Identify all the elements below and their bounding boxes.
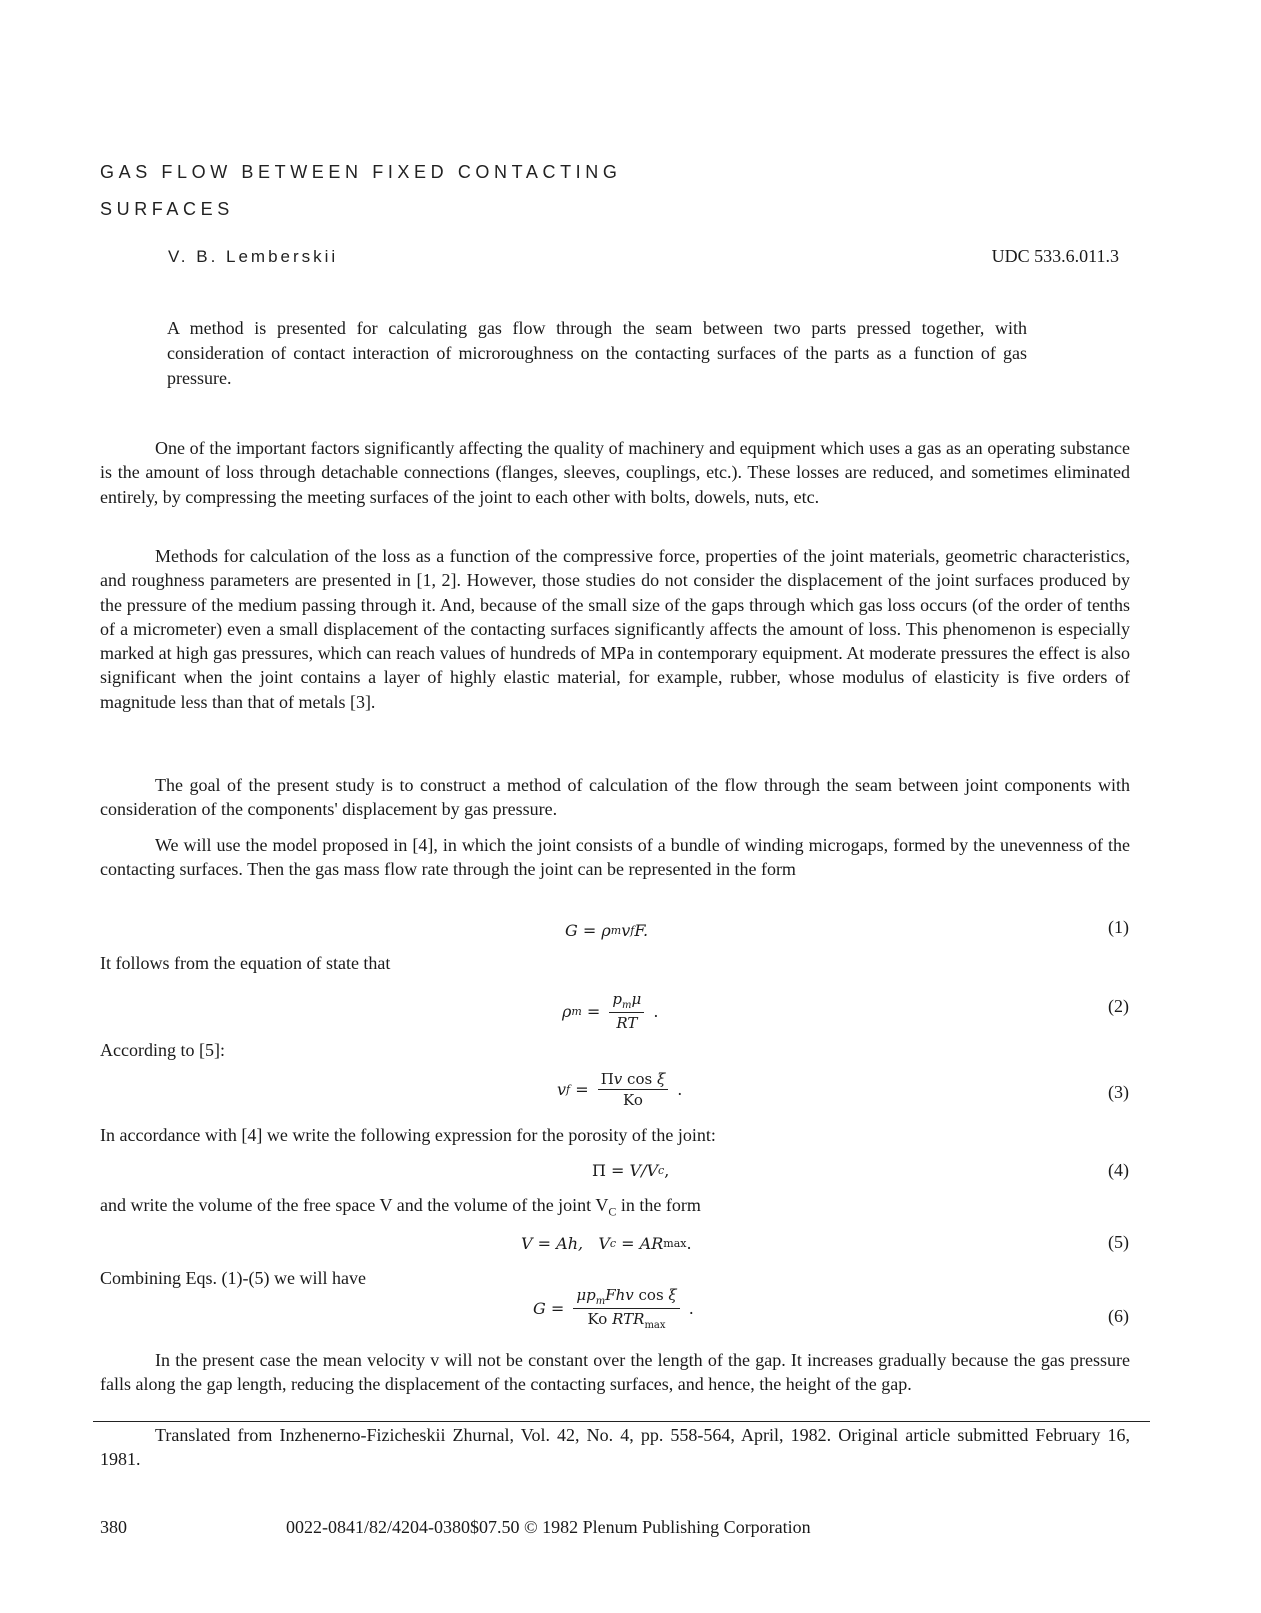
equation-2-number: (2) bbox=[1108, 996, 1129, 1016]
abstract: A method is presented for calculating gas flow through the seam between two parts pressed together, with consideration of contact interaction of microroughness on the contacting surfaces of the parts as a function of gas pressure. bbox=[167, 318, 1027, 388]
author-name: V. B. Lemberskii bbox=[168, 247, 339, 266]
equation-3: v f = $\frac{\text{Πv cos ξ}}{Ko}$ . bbox=[557, 1070, 683, 1109]
paragraph-2: Methods for calculation of the loss as a function of the compressive force, properties of the joint materials, geometric characteristics, and roughness parameters are presented in [1, 2]. However, those studies do not consider the displacement of the joint surfaces produced by the pressure of the medium passing through it. And, because of the small size of the gaps through which gas loss occurs (of the order of tenths of a micrometer) even a small displacement of the contacting surfaces significantly affects the amount of loss. This phenomenon is especially marked at high gas pressures, which can reach values of hundreds of MPa in contemporary equipment. At moderate pressures the effect is also significant when the joint contains a layer of highly elastic material, for example, rubber, whose modulus of elasticity is five orders of magnitude less than that of metals [3]. bbox=[100, 546, 1130, 712]
equation-4: Π = V/V c , bbox=[592, 1161, 670, 1180]
udc-code: UDC 533.6.011.3 bbox=[991, 246, 1119, 266]
paper-title-line-1: GAS FLOW BETWEEN FIXED CONTACTING bbox=[100, 162, 622, 182]
paragraph-3: The goal of the present study is to construct a method of calculation of the flow through the seam between joint components with consideration of the components' displacement by gas pressure. bbox=[100, 775, 1130, 820]
text-volume-subscript: C bbox=[608, 1204, 617, 1219]
equation-5: V = Ah, V c = AR max . bbox=[521, 1234, 692, 1253]
equation-1-number: (1) bbox=[1108, 917, 1129, 937]
text-equation-of-state: It follows from the equation of state that bbox=[100, 953, 391, 973]
equation-5-number: (5) bbox=[1108, 1232, 1129, 1252]
equation-6: G = $\frac{\mu p_mFhv \cos \xi}{Ko RTR_{max}}$ . bbox=[533, 1286, 694, 1331]
page-number: 380 bbox=[100, 1517, 127, 1537]
text-according-to-5: According to [5]: bbox=[100, 1040, 225, 1060]
footnote-divider bbox=[93, 1421, 1150, 1422]
equation-3-number: (3) bbox=[1108, 1082, 1129, 1102]
paragraph-4: We will use the model proposed in [4], in which the joint consists of a bundle of winding microgaps, formed by the unevenness of the contacting surfaces. Then the gas mass flow rate through the joint can be represented in the form bbox=[100, 835, 1130, 880]
paragraph-5: In the present case the mean velocity v will not be constant over the length of the gap. It increases gradually because the gas pressure falls along the gap length, reducing the displacement of the contacting surfaces, and hence, the height of the gap. bbox=[100, 1350, 1130, 1395]
text-volume-end: in the form bbox=[616, 1195, 701, 1215]
text-porosity: In accordance with [4] we write the following expression for the porosity of the joint: bbox=[100, 1125, 716, 1145]
equation-1: G = ρ m v f F. bbox=[565, 921, 649, 940]
copyright-line: 0022-0841/82/4204-0380$07.50 © 1982 Plenum Publishing Corporation bbox=[286, 1517, 811, 1537]
equation-2: ρ m = $\frac{p_m\mu}{RT}$ . bbox=[562, 990, 659, 1032]
translation-footnote: Translated from Inzhenerno-Fizicheskii Zhurnal, Vol. 42, No. 4, pp. 558-564, April, 1982. Original article submitted February 16, 1981. bbox=[100, 1425, 1130, 1469]
equation-4-number: (4) bbox=[1108, 1160, 1129, 1180]
paper-title-line-2: SURFACES bbox=[100, 199, 234, 219]
paragraph-1: One of the important factors significantly affecting the quality of machinery and equipment which uses a gas as an operating substance is the amount of loss through detachable connections (flanges, sleeves, couplings, etc.). These losses are reduced, and sometimes eliminated entirely, by compressing the meeting surfaces of the joint to each other with bolts, dowels, nuts, etc. bbox=[100, 438, 1130, 507]
text-combining: Combining Eqs. (1)-(5) we will have bbox=[100, 1268, 366, 1288]
equation-6-number: (6) bbox=[1108, 1306, 1129, 1326]
text-volume-main: and write the volume of the free space V and the volume of the joint V bbox=[100, 1195, 609, 1215]
text-volume bbox=[100, 1195, 701, 1220]
